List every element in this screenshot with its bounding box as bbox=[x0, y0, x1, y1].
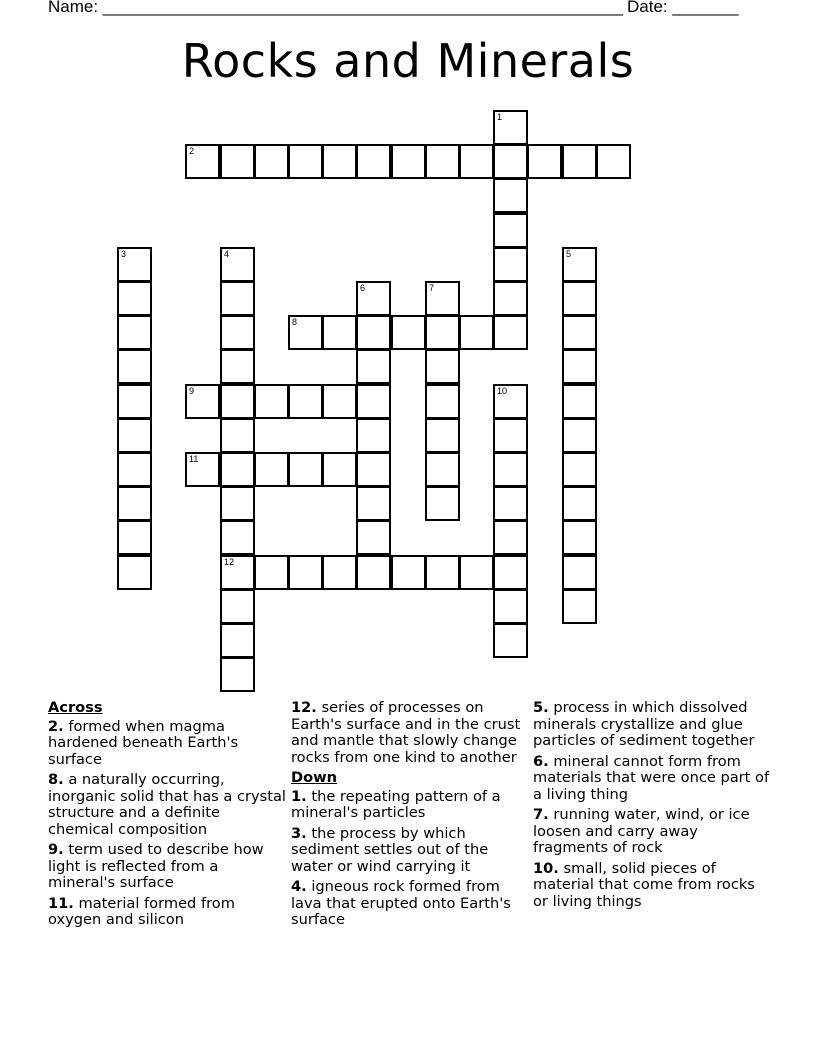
grid-cell[interactable] bbox=[220, 657, 255, 692]
grid-cell[interactable] bbox=[493, 486, 528, 521]
clue-across-12: 12. series of processes on Earth's surface and in the crust and mantle that slowly change rocks from one kind to another bbox=[291, 699, 521, 766]
grid-cell[interactable] bbox=[425, 384, 460, 419]
grid-cell[interactable] bbox=[220, 349, 255, 384]
grid-cell[interactable] bbox=[220, 315, 255, 350]
clue-across-2: 2. formed when magma hardened beneath Earth's surface bbox=[48, 717, 239, 768]
grid-cell[interactable] bbox=[117, 418, 152, 453]
cell-number: 9 bbox=[189, 386, 195, 396]
grid-cell[interactable] bbox=[562, 247, 597, 282]
grid-cell[interactable] bbox=[562, 349, 597, 384]
clue-across-8: 8. a naturally occurring, inorganic solid that has a crystal structure and a definite chemical composition bbox=[48, 771, 286, 838]
grid-cell[interactable] bbox=[288, 452, 323, 487]
clue-down-1: 1. the repeating pattern of a mineral's particles bbox=[291, 787, 501, 821]
grid-cell[interactable] bbox=[322, 315, 357, 350]
grid-cell[interactable] bbox=[356, 555, 391, 590]
grid-cell[interactable] bbox=[254, 452, 289, 487]
grid-cell[interactable] bbox=[425, 349, 460, 384]
grid-cell[interactable] bbox=[391, 315, 426, 350]
grid-cell[interactable] bbox=[562, 520, 597, 555]
down-heading: Down bbox=[291, 769, 338, 786]
cell-number: 4 bbox=[224, 249, 230, 259]
grid-cell[interactable] bbox=[185, 452, 220, 487]
grid-cell[interactable] bbox=[322, 452, 357, 487]
grid-cell[interactable] bbox=[425, 486, 460, 521]
grid-cell[interactable] bbox=[220, 384, 255, 419]
grid-cell[interactable] bbox=[356, 452, 391, 487]
grid-cell[interactable] bbox=[288, 315, 323, 350]
grid-cell[interactable] bbox=[425, 281, 460, 316]
grid-cell[interactable] bbox=[117, 384, 152, 419]
grid-cell[interactable] bbox=[391, 144, 426, 179]
grid-cell[interactable] bbox=[493, 178, 528, 213]
grid-cell[interactable] bbox=[459, 555, 494, 590]
cell-number: 3 bbox=[121, 249, 127, 259]
grid-cell[interactable] bbox=[493, 315, 528, 350]
clues-column-3 bbox=[533, 700, 773, 914]
grid-cell[interactable] bbox=[527, 144, 562, 179]
cell-number: 6 bbox=[360, 283, 366, 293]
grid-cell[interactable] bbox=[288, 555, 323, 590]
grid-cell[interactable] bbox=[117, 555, 152, 590]
page-title: Rocks and Minerals bbox=[181, 34, 635, 88]
grid-cell[interactable] bbox=[220, 452, 255, 487]
grid-cell[interactable] bbox=[493, 384, 528, 419]
grid-cell[interactable] bbox=[493, 247, 528, 282]
cell-number: 2 bbox=[189, 146, 195, 156]
grid-cell[interactable] bbox=[220, 520, 255, 555]
cell-number: 12 bbox=[224, 557, 235, 567]
grid-cell[interactable] bbox=[493, 213, 528, 248]
cell-number: 5 bbox=[566, 249, 572, 259]
clue-down-4: 4. igneous rock formed from lava that erupted onto Earth's surface bbox=[291, 878, 511, 928]
grid-cell[interactable] bbox=[493, 418, 528, 453]
clue-across-9: 9. term used to describe how light is reflected from a mineral's surface bbox=[48, 841, 264, 891]
grid-cell[interactable] bbox=[425, 418, 460, 453]
grid-cell[interactable] bbox=[562, 452, 597, 487]
clue-down-6: 6. mineral cannot form from materials that were once part of a living thing bbox=[533, 752, 770, 803]
grid-cell[interactable] bbox=[562, 589, 597, 624]
grid-cell[interactable] bbox=[562, 144, 597, 179]
grid-cell[interactable] bbox=[562, 418, 597, 453]
grid-cell[interactable] bbox=[425, 315, 460, 350]
grid-cell[interactable] bbox=[356, 281, 391, 316]
grid-cell[interactable] bbox=[356, 349, 391, 384]
grid-cell[interactable] bbox=[493, 281, 528, 316]
clue-down-10: 10. small, solid pieces of material that come from rocks or living things bbox=[533, 859, 755, 910]
grid-cell[interactable] bbox=[322, 555, 357, 590]
clues-column-2 bbox=[291, 700, 531, 933]
grid-cell[interactable] bbox=[117, 247, 152, 282]
grid-cell[interactable] bbox=[220, 486, 255, 521]
grid-cell[interactable] bbox=[459, 315, 494, 350]
cell-number: 7 bbox=[429, 283, 435, 293]
grid-cell[interactable] bbox=[425, 555, 460, 590]
grid-cell[interactable] bbox=[356, 144, 391, 179]
grid-cell[interactable] bbox=[356, 315, 391, 350]
grid-cell[interactable] bbox=[493, 452, 528, 487]
clue-across-11: 11. material formed from oxygen and silicon bbox=[48, 894, 235, 928]
across-heading: Across bbox=[48, 699, 103, 716]
clue-down-5: 5. process in which dissolved minerals crystallize and glue particles of sediment together bbox=[533, 699, 755, 749]
grid-cell[interactable] bbox=[220, 623, 255, 658]
grid-cell[interactable] bbox=[117, 520, 152, 555]
grid-cell[interactable] bbox=[220, 555, 255, 590]
grid-cell[interactable] bbox=[562, 384, 597, 419]
grid-cell[interactable] bbox=[356, 418, 391, 453]
grid-cell[interactable] bbox=[562, 281, 597, 316]
grid-cell[interactable] bbox=[493, 144, 528, 179]
grid-cell[interactable] bbox=[356, 384, 391, 419]
grid-cell[interactable] bbox=[185, 384, 220, 419]
grid-cell[interactable] bbox=[117, 281, 152, 316]
grid-cell[interactable] bbox=[117, 349, 152, 384]
grid-cell[interactable] bbox=[220, 281, 255, 316]
cell-number: 8 bbox=[292, 317, 298, 327]
grid-cell[interactable] bbox=[288, 384, 323, 419]
grid-cell[interactable] bbox=[117, 452, 152, 487]
grid-cell[interactable] bbox=[562, 315, 597, 350]
grid-cell[interactable] bbox=[254, 384, 289, 419]
grid-cell[interactable] bbox=[391, 555, 426, 590]
date-field-label: Date: _______ bbox=[627, 0, 739, 16]
grid-cell[interactable] bbox=[493, 623, 528, 658]
grid-cell[interactable] bbox=[425, 452, 460, 487]
grid-cell[interactable] bbox=[220, 247, 255, 282]
grid-cell[interactable] bbox=[356, 486, 391, 521]
clue-down-7: 7. running water, wind, or ice loosen and carry away fragments of rock bbox=[533, 806, 750, 856]
cell-number: 1 bbox=[497, 112, 503, 122]
clue-down-3: 3. the process by which sediment settles out of the water or wind carrying it bbox=[291, 824, 489, 875]
grid-cell[interactable] bbox=[220, 144, 255, 179]
grid-cell[interactable] bbox=[596, 144, 631, 179]
grid-cell[interactable] bbox=[356, 520, 391, 555]
grid-cell[interactable] bbox=[425, 144, 460, 179]
grid-cell[interactable] bbox=[493, 110, 528, 145]
clues-column-1 bbox=[48, 700, 288, 933]
grid-cell[interactable] bbox=[493, 520, 528, 555]
grid-cell[interactable] bbox=[562, 486, 597, 521]
grid-cell[interactable] bbox=[220, 418, 255, 453]
grid-cell[interactable] bbox=[322, 384, 357, 419]
grid-cell[interactable] bbox=[254, 555, 289, 590]
cell-number: 10 bbox=[497, 386, 508, 396]
grid-cell[interactable] bbox=[220, 589, 255, 624]
grid-cell[interactable] bbox=[117, 315, 152, 350]
grid-cell[interactable] bbox=[288, 144, 323, 179]
grid-cell[interactable] bbox=[562, 555, 597, 590]
name-field-label: Name: _______________________________________________________ bbox=[48, 0, 623, 16]
grid-cell[interactable] bbox=[185, 144, 220, 179]
grid-cell[interactable] bbox=[254, 144, 289, 179]
grid-cell[interactable] bbox=[117, 486, 152, 521]
grid-cell[interactable] bbox=[493, 589, 528, 624]
grid-cell[interactable] bbox=[493, 555, 528, 590]
cell-number: 11 bbox=[189, 454, 199, 464]
grid-cell[interactable] bbox=[459, 144, 494, 179]
grid-cell[interactable] bbox=[322, 144, 357, 179]
